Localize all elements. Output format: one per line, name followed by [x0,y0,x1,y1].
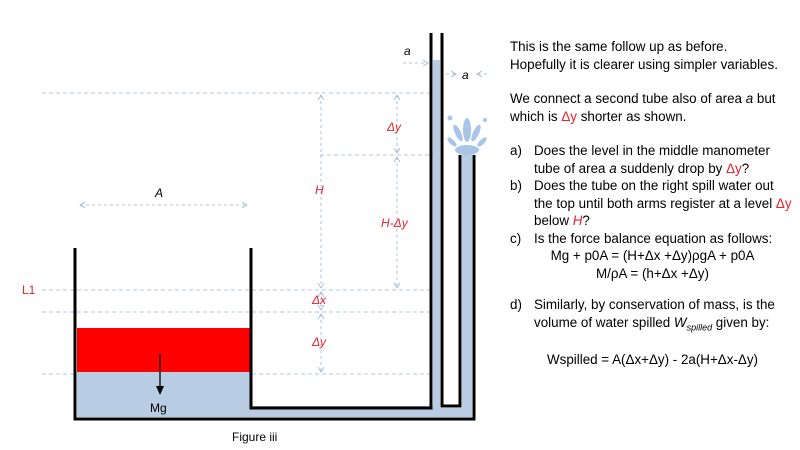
label-Mg: Mg [150,401,167,415]
label-dy-top: Δy [387,120,402,134]
label-H-minus-dy: H-Δy [381,216,408,230]
intro-c: shorter as shown. [577,108,687,124]
qa-3: ? [741,160,750,176]
question-a-key: a) [510,143,522,158]
qa-var: a [609,160,617,176]
qa-dy: Δy [726,160,742,176]
qb-dy: Δy [775,195,792,211]
question-c-text: Is the force balance equation as follows: [534,230,773,246]
figure-caption: Figure iii [232,430,278,444]
label-A: A [155,186,164,200]
label-a-right: a [462,68,469,82]
qd-sub: spilled [686,322,713,333]
intro-paragraph [510,90,795,125]
qb-3: ? [582,213,590,228]
force-equation: Mg + p0A = (H+Δx +Δy)ρgA + p0A [550,248,755,263]
dimension-lines [80,63,487,372]
qd-W: W [673,314,687,330]
qd-1: Similarly, by conservation of mass, is the volume of water spilled [534,297,775,330]
question-d-key: d) [510,297,522,312]
question-b [510,177,795,230]
qb-1: Does the tube on the right spill water out the top until both arms register at a level [534,178,776,211]
water-spray-icon [446,116,488,156]
question-d-text [534,296,795,337]
question-c [510,230,795,248]
label-dx: Δx [312,293,327,307]
question-c-key: c) [510,230,522,246]
question-a [510,142,795,177]
mass-ratio-equation: M/ρA = (h+Δx +Δy) [596,265,709,281]
intro-dy: Δy [561,108,577,124]
label-a-top: a [404,44,411,58]
intro-line-1: This is the same follow up as before. [510,39,728,54]
question-text-panel [510,38,795,368]
arrowheads [80,60,482,372]
intro-a: We connect a second tube also of area [510,91,746,106]
label-L1: L1 [22,283,36,297]
intro-b: but which is [510,91,776,124]
piston [77,328,251,372]
question-a-text [534,142,795,177]
question-b-key: b) [510,178,522,193]
intro-var: a [745,91,754,106]
intro-line-2: Hopefully it is clearer using simpler variables. [510,56,778,72]
qb-H: H [572,213,583,228]
qb-2: below [534,213,573,228]
question-b-text [534,177,795,230]
qa-1: Does the level in the middle manometer tube of area [534,143,770,176]
spilled-volume-equation: Wspilled = A(Δx+Δy) - 2a(H+Δx-Δy) [546,351,758,367]
qa-2: suddenly drop by [616,160,727,176]
label-dy-mid: Δy [312,335,327,349]
qd-2: given by: [712,314,770,330]
question-d [510,296,795,337]
label-H: H [315,183,324,197]
